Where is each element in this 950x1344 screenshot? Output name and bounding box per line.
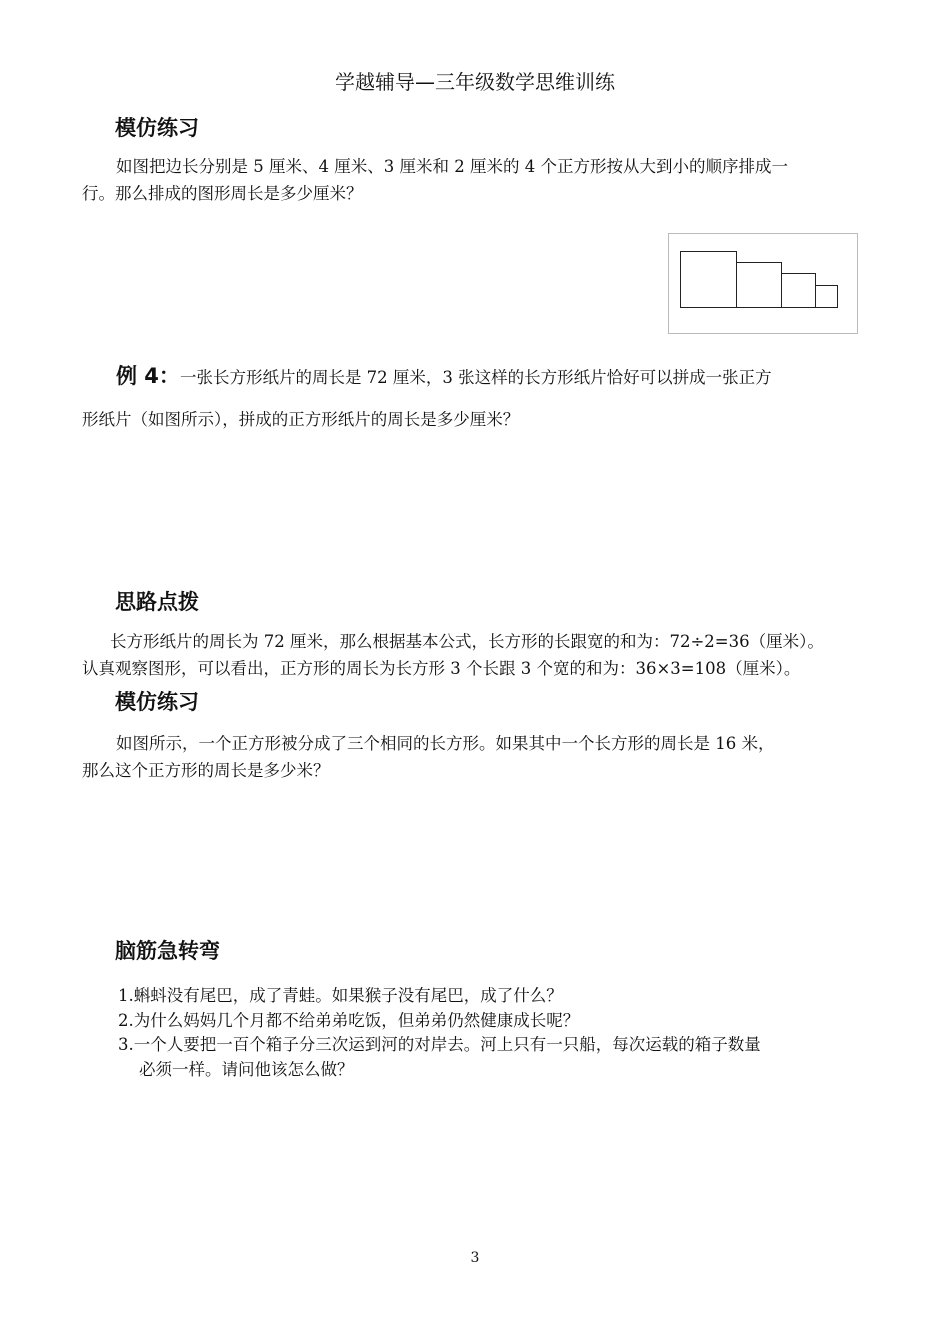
problem-line: 行。那么排成的图形周长是多少厘米？: [82, 184, 363, 203]
example-line: 一张长方形纸片的周长是 72 厘米，3 张这样的长方形纸片恰好可以拼成一张正方: [179, 368, 772, 387]
problem-text-rectangles: [82, 730, 775, 784]
riddle-item-continued: 必须一样。请问他该怎么做？: [139, 1060, 354, 1079]
hint-text: [82, 628, 824, 682]
section-heading-riddles: 脑筋急转弯: [115, 939, 220, 963]
example-line: 形纸片（如图所示），拼成的正方形纸片的周长是多少厘米？: [82, 410, 520, 429]
riddle-item: 2.为什么妈妈几个月都不给弟弟吃饭，但弟弟仍然健康成长呢？: [118, 1011, 580, 1030]
problem-line: 如图把边长分别是 5 厘米、4 厘米、3 厘米和 2 厘米的 4 个正方形按从大到小的顺序排成一: [116, 157, 788, 176]
square-5cm: [680, 251, 737, 308]
problem-line: 那么这个正方形的周长是多少米？: [82, 761, 330, 780]
section-heading-imitation-1: 模仿练习: [115, 116, 199, 140]
hint-line: 长方形纸片的周长为 72 厘米，那么根据基本公式，长方形的长跟宽的和为：72÷2=36（厘米）。: [110, 632, 824, 651]
example-4-block: [116, 360, 772, 391]
example-label: 例 4：: [116, 364, 180, 388]
section-heading-imitation-2: 模仿练习: [115, 690, 199, 714]
square-3cm: [781, 273, 816, 308]
hint-line: 认真观察图形，可以看出，正方形的周长为长方形 3 个长跟 3 个宽的和为：36×3=108（厘米）。: [82, 659, 801, 678]
page-header-title: 学越辅导—三年级数学思维训练: [335, 70, 615, 94]
squares-figure: [668, 233, 858, 334]
riddle-item: 1.蝌蚪没有尾巴，成了青蛙。如果猴子没有尾巴，成了什么？: [118, 986, 563, 1005]
page-number: 3: [470, 1250, 480, 1266]
square-4cm: [736, 262, 782, 308]
problem-line: 如图所示，一个正方形被分成了三个相同的长方形。如果其中一个长方形的周长是 16 米，: [116, 734, 775, 753]
section-heading-hint: 思路点拨: [115, 590, 199, 614]
problem-text-squares: [82, 153, 788, 207]
riddle-item: 3.一个人要把一百个箱子分三次运到河的对岸去。河上只有一只船，每次运载的箱子数量: [118, 1035, 761, 1054]
square-2cm: [815, 285, 838, 308]
